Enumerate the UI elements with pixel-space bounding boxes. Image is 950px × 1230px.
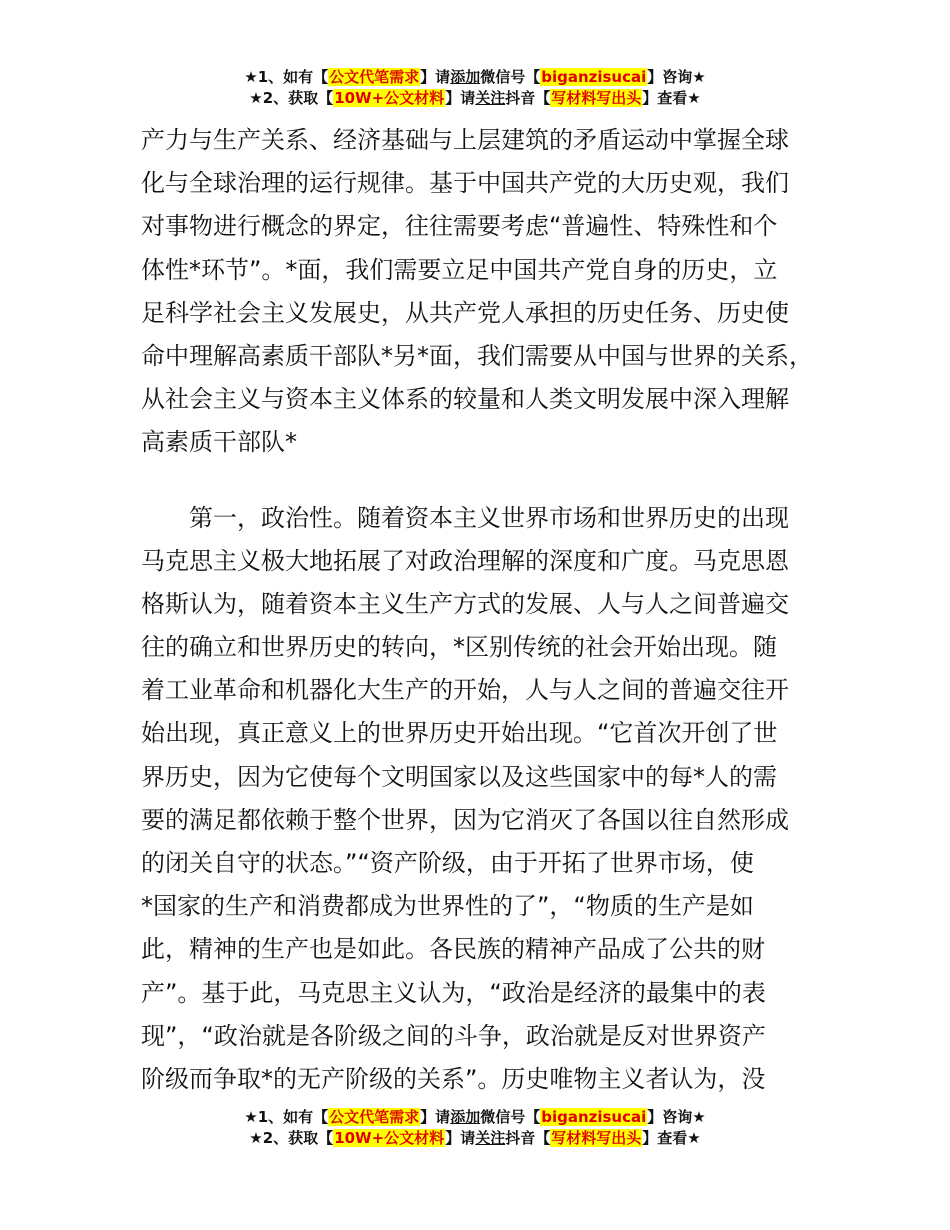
- highlight-wechat-id: biganzisucai: [541, 68, 647, 86]
- banner-text: 】咨询★: [647, 1108, 706, 1126]
- underlined-text: 关注: [475, 1129, 506, 1147]
- paragraph-line: 产”。基于此，马克思主义认为，“政治是经济的最集中的表: [141, 978, 766, 1007]
- paragraph-line: 格斯认为，随着资本主义生产方式的发展、人与人之间普遍交: [141, 589, 789, 618]
- paragraph-line: 命中理解高素质干部队*另*面，我们需要从中国与世界的关系，: [141, 341, 813, 370]
- highlight-wechat-id: biganzisucai: [541, 1108, 647, 1126]
- highlight-service: 公文代笔需求: [329, 1108, 420, 1126]
- banner-text: 】请: [445, 1129, 476, 1147]
- underlined-text: 添加: [450, 68, 481, 86]
- document-body: [141, 119, 841, 1101]
- footer-banner: [0, 1107, 950, 1149]
- underlined-text: 关注: [475, 89, 506, 107]
- banner-text: ★1、如有: [244, 1108, 314, 1126]
- banner-text: 】查看★: [642, 1129, 701, 1147]
- highlight-douyin: 写材料写出头: [551, 1129, 642, 1147]
- banner-text: 】查看★: [642, 89, 701, 107]
- header-banner: [0, 67, 950, 109]
- banner-text: 抖音【: [505, 89, 551, 107]
- paragraph-line: 阶级而争取*的无产阶级的关系”。历史唯物主义者认为，没: [141, 1064, 766, 1093]
- underlined-text: 添加: [450, 1108, 481, 1126]
- paragraph-line: 从社会主义与资本主义体系的较量和人类文明发展中深入理解: [141, 385, 789, 414]
- paragraph-line: 体性*环节”。*面，我们需要立足中国共产党自身的历史，立: [141, 255, 778, 284]
- paragraph-line: 的闭关自守的状态。”“资产阶级，由于开拓了世界市场，使: [141, 849, 754, 877]
- paragraph-line: 此，精神的生产也是如此。各民族的精神产品成了公共的财: [141, 935, 765, 964]
- highlight-materials: 10W+公文材料: [334, 89, 445, 107]
- paragraph-line: 产力与生产关系、经济基础与上层建筑的矛盾运动中掌握全球: [141, 126, 789, 154]
- paragraph-line: 化与全球治理的运行规律。基于中国共产党的大历史观，我们: [141, 169, 789, 198]
- paragraph-line: 对事物进行概念的界定，往往需要考虑“普遍性、特殊性和个: [141, 212, 778, 241]
- banner-text: 【: [313, 1108, 329, 1126]
- paragraph-line: 高素质干部队*: [141, 428, 297, 457]
- highlight-materials: 10W+公文材料: [334, 1129, 445, 1147]
- banner-text: 【: [313, 68, 329, 86]
- banner-line-2: [0, 1128, 950, 1149]
- paragraph-gap: [141, 465, 841, 497]
- paragraph-line: *国家的生产和消费都成为世界性的了”，“物质的生产是如: [141, 892, 754, 921]
- banner-text: 】请: [420, 1108, 451, 1126]
- banner-text: 微信号【: [480, 1108, 541, 1126]
- banner-text: 抖音【: [505, 1129, 551, 1147]
- banner-text: 】请: [420, 68, 451, 86]
- paragraph-line: 始出现，真正意义上的世界历史开始出现。“它首次开创了世: [141, 719, 778, 748]
- banner-text: 微信号【: [480, 68, 541, 86]
- banner-line-1: [0, 67, 950, 88]
- paragraph-line: 现”，“政治就是各阶级之间的斗争，政治就是反对世界资产: [141, 1021, 766, 1050]
- banner-text: ★1、如有: [244, 68, 314, 86]
- paragraph-line: 马克思主义极大地拓展了对政治理解的深度和广度。马克思恩: [141, 546, 789, 575]
- highlight-douyin: 写材料写出头: [551, 89, 642, 107]
- highlight-service: 公文代笔需求: [329, 68, 420, 86]
- paragraph-line: 着工业革命和机器化大生产的开始，人与人之间的普遍交往开: [141, 676, 789, 705]
- banner-line-2: [0, 88, 950, 109]
- banner-line-1: [0, 1107, 950, 1128]
- banner-text: 】请: [445, 89, 476, 107]
- paragraph-line: 往的确立和世界历史的转向，*区别传统的社会开始出现。随: [141, 633, 777, 662]
- banner-text: ★2、获取【: [249, 1129, 334, 1147]
- paragraph-line: 要的满足都依赖于整个世界，因为它消灭了各国以往自然形成: [141, 805, 789, 834]
- paragraph-line: 界历史，因为它使每个文明国家以及这些国家中的每*人的需: [141, 762, 777, 791]
- paragraph-first-line: 第一，政治性。随着资本主义世界市场和世界历史的出现: [189, 503, 789, 532]
- banner-text: 】咨询★: [647, 68, 706, 86]
- paragraph-line: 足科学社会主义发展史，从共产党人承担的历史任务、历史使: [141, 298, 789, 327]
- banner-text: ★2、获取【: [249, 89, 334, 107]
